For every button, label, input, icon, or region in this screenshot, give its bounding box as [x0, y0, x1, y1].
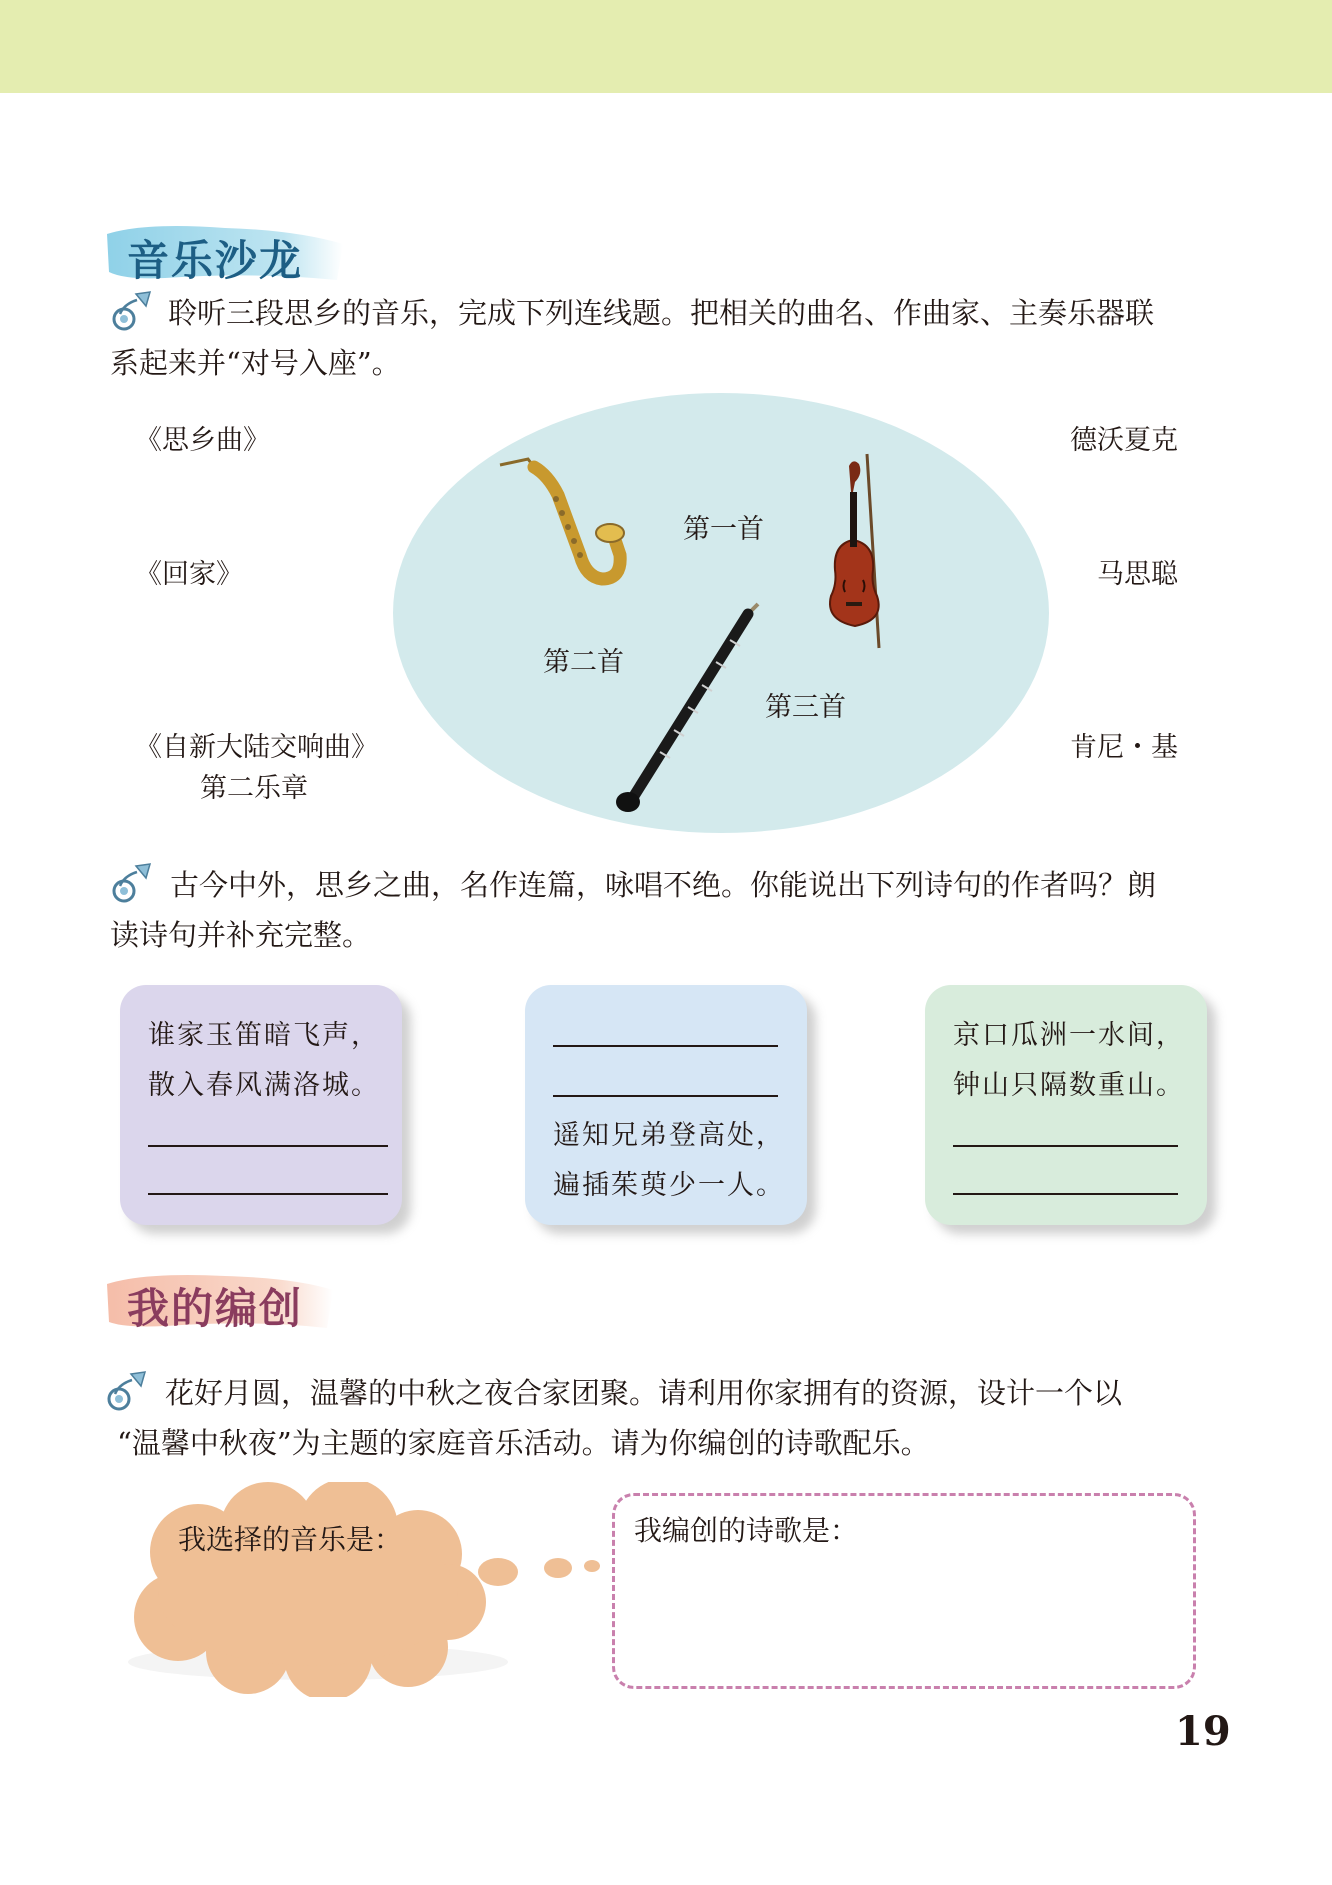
poem-1-blank-1[interactable]	[148, 1145, 388, 1147]
poem-3-blank-1[interactable]	[953, 1145, 1178, 1147]
composer-kenny-g: 肯尼・基	[1070, 732, 1178, 763]
exercise-3	[105, 1368, 1220, 1468]
poem-writing-label: 我编创的诗歌是：	[634, 1514, 859, 1547]
horn-icon	[105, 1370, 147, 1412]
poem-3-blank-2[interactable]	[953, 1193, 1178, 1195]
top-color-band	[0, 0, 1332, 93]
thought-cloud	[118, 1482, 618, 1697]
oboe-icon	[612, 600, 762, 815]
page-number: 19	[1175, 1708, 1231, 1755]
exercise-1	[110, 288, 1220, 388]
composer-dvorak: 德沃夏克	[1070, 425, 1178, 456]
song-name-new-world-symphony: 《自新大陆交响曲》	[135, 732, 378, 763]
poem-2-blank-1[interactable]	[553, 1045, 778, 1047]
song-name-sixiangqu: 《思乡曲》	[135, 425, 270, 456]
poem-3-line-2: 钟山只隔数重山。	[953, 1070, 1185, 1101]
exercise-3-line-2: “温馨中秋夜”为主题的家庭音乐活动。请为你编创的诗歌配乐。	[117, 1426, 930, 1460]
section-title-music-salon	[105, 222, 345, 285]
poem-card-2	[525, 985, 807, 1225]
horn-icon	[110, 862, 152, 904]
poem-1-line-1: 谁家玉笛暗飞声，	[148, 1020, 380, 1051]
song-name-movement-2: 第二乐章	[200, 773, 308, 804]
poem-2-line-3: 遥知兄弟登高处，	[553, 1120, 785, 1151]
poem-card-3	[925, 985, 1207, 1225]
exercise-3-line-1: 花好月圆，温馨的中秋之夜合家团聚。请利用你家拥有的资源，设计一个以	[165, 1376, 1123, 1410]
poem-2-line-4: 遍插茱萸少一人。	[553, 1170, 785, 1201]
violin-icon	[815, 452, 895, 652]
horn-icon	[110, 290, 152, 332]
exercise-1-line-1: 聆听三段思乡的音乐，完成下列连线题。把相关的曲名、作曲家、主奏乐器联	[168, 296, 1155, 330]
poem-1-line-2: 散入春风满洛城。	[148, 1070, 380, 1101]
poem-2-blank-2[interactable]	[553, 1095, 778, 1097]
section-title-text: 音乐沙龙	[127, 236, 304, 285]
music-choice-label: 我选择的音乐是：	[178, 1523, 403, 1556]
exercise-2-line-2: 读诗句并补充完整。	[110, 918, 372, 952]
piece-first: 第一首	[683, 514, 764, 545]
saxophone-icon	[498, 455, 628, 590]
poem-3-line-1: 京口瓜洲一水间，	[953, 1020, 1185, 1051]
exercise-2-line-1: 古今中外，思乡之曲，名作连篇，咏唱不绝。你能说出下列诗句的作者吗？朗	[170, 868, 1157, 902]
exercise-2	[110, 860, 1220, 960]
poem-card-1	[120, 985, 402, 1225]
song-name-huijia: 《回家》	[135, 559, 243, 590]
composer-ma-sicong: 马思聪	[1097, 559, 1178, 590]
piece-third: 第三首	[765, 692, 846, 723]
exercise-1-line-2: 系起来并“对号入座”。	[110, 346, 401, 380]
section-title-my-creation	[105, 1270, 335, 1333]
section-title-text: 我的编创	[127, 1284, 304, 1333]
piece-second: 第二首	[543, 647, 624, 678]
poem-1-blank-2[interactable]	[148, 1193, 388, 1195]
